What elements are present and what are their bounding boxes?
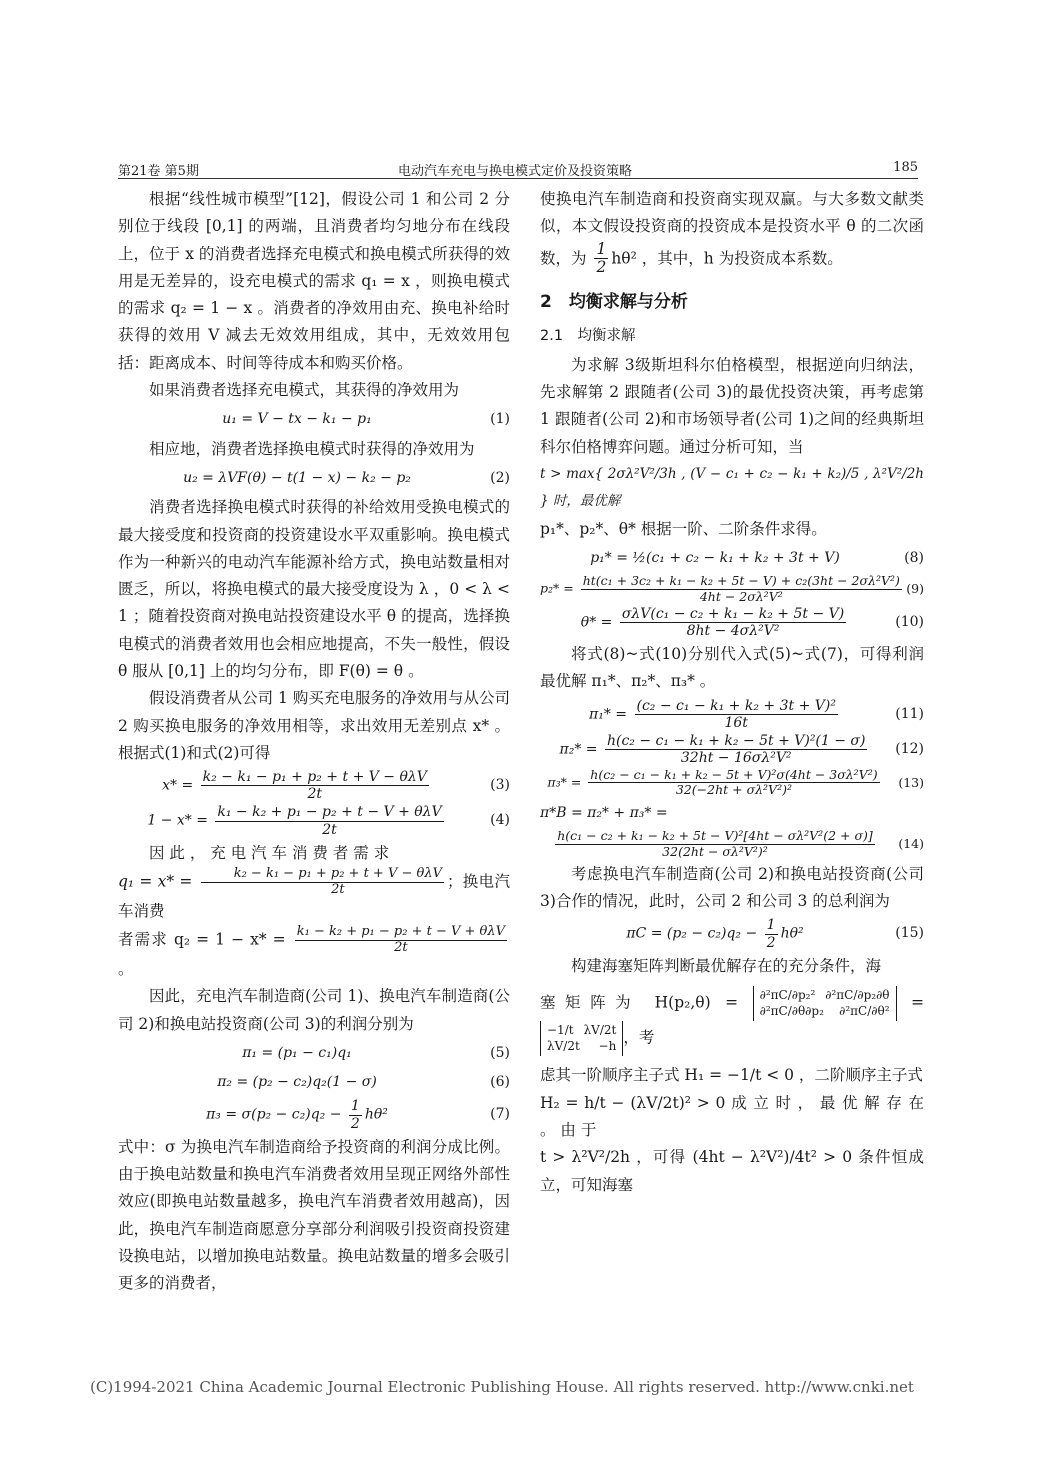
subsection-heading: 2.1 均衡求解 [540,327,636,344]
paragraph: 消费者选择换电模式时获得的补给效用受换电模式的最大接受度和投资商的投资建设水平双重影响。换电模式作为一种新兴的电动汽车能源补给方式，换电站数量相对匮乏，所以，将换电模式的最大接受度设为 λ ，0 < λ < 1 ；随着投资商对换电站投资建设水平 θ 的提高，选择换电模式的消费者效用也会相应地提高，不失一般性，假设 θ 服从 [0,1] 上的均匀分布，即 F(θ) = θ 。 [118,498,510,681]
journal-volume: 第21卷 第5期 [118,164,199,179]
equation-3: x* = $\frac{\text{k₂ − k₁ − p₁ + p₂ + t + V − θλV}}{2t}$ (3) [162,769,510,803]
paragraph: 构建海塞矩阵判断最优解存在的充分条件，海 [571,956,882,975]
equation-7: π₃ = σ(p₂ − c₂)q₂ − $\frac{1}{2}$ hθ² (7) [206,1098,510,1132]
running-title: 电动汽车充电与换电模式定价及投资策略 [398,164,633,179]
equation-5: π₁ = (p₁ − c₁)q₁ (5) [242,1044,510,1061]
equation-11: π₁* = $\frac{\text{(c₂ − c₁ − k₁ + k₂ + 3t + V)²}}{16t}$ (11) [589,697,924,731]
right-column [540,186,924,1199]
equation-1: u₁ = V − tx − k₁ − p₁ (1) [222,411,510,428]
equation-14-head: π*B = π₂* + π₃* = [540,804,668,821]
section-heading: 2 均衡求解与分析 [540,292,688,313]
equation-15: πC = (p₂ − c₂)q₂ − $\frac{1}{2}$ hθ² (15) [626,917,924,951]
paragraph: 假设消费者从公司 1 购买充电服务的净效用与从公司 2 购买换电服务的净效用相等，求出效用无差别点 x* 。根据式(1)和式(2)可得 [118,689,510,762]
paragraph: H₂ = h/t − (λV/2t)² > 0 成 立 时 ， 最 优 解 存 在 。 由 于 [540,1093,924,1139]
paragraph: 将式(8)~式(10)分别代入式(5)~式(7)，可得利润最优解 π₁*、π₂*、π₃* 。 [540,645,924,691]
equation-12: π₂* = $\frac{\text{h(c₂ − c₁ − k₁ + k₂ − 5t + V)²(1 − σ)}}{\text{32ht − 16σλ²V²}}$ (12) [559,732,924,766]
hessian-matrix: ∂²πC/∂p₂² ∂²πC/∂p₂∂θ ∂²πC/∂θ∂p₂ ∂²πC/∂θ² [753,986,897,1021]
paragraph: t > max{ 2σλ²V²/3h , (V − c₁ + c₂ − k₁ + k₂)/5 , λ²V²/2h } 时，最优解 [540,466,924,510]
left-column [118,186,510,1297]
paragraph: 因此，充电汽车制造商(公司 1)、换电汽车制造商(公司 2)和换电站投资商(公司 3)的利润分别为 [118,987,510,1033]
equation-13: π₃* = $\frac{\text{h(c₂ − c₁ − k₁ + k₂ − 5t + V)²σ(4ht − 3σλ²V²)}}{\text{32(−2ht + σλ²V²)²}}$ (13) [547,767,924,798]
hessian-matrix-values: −1/t λV/2t λV/2t −h [540,1021,623,1056]
paragraph: p₁*、p₂*、θ* 根据一阶、二阶条件求得。 [540,519,827,538]
paragraph: 根据“线性城市模型”[12]，假设公司 1 和公司 2 分别位于线段 [0,1] 的两端，且消费者均匀地分布在线段上，位于 x 的消费者选择充电模式和换电模式所获得的效用是无差异的，设充电模式的需求 q₁ = x ，则换电模式的需求 q₂ = 1 − x 。消费者的净效用由充、换电补给时获得的效用 V 减去无效效用组成，其中，无效效用包括：距离成本、时间等待成本和购买价格。 [118,190,510,372]
paragraph: 为求解 3级斯坦科尔伯格模型，根据逆向归纳法，先求解第 2 跟随者(公司 3)的最优投资决策，再考虑第 1 跟随者(公司 2)和市场领导者(公司 1)之间的经典斯坦科尔伯格博弈问题。通过分析可知，当 [540,355,924,456]
page-number: 185 [893,160,918,175]
paragraph: 式中：σ 为换电汽车制造商给予投资商的利润分成比例。由于换电站数量和换电汽车消费者效用呈现正网络外部性效应(即换电站数量越多，换电汽车消费者效用越高)，因此，换电汽车制造商愿意分享部分利润吸引投资商投资建设换电站，以增加换电站数量。换电站数量的增多会吸引更多的消费者， [118,1137,510,1293]
paragraph: 虑其一阶顺序主子式 H₁ = −1/t < 0 ，二阶顺序主子式 [540,1066,923,1085]
paragraph: 相应地，消费者选择换电模式时获得的净效用为 [149,439,475,458]
equation-10: θ* = $\frac{\text{σλV(c₁ − c₂ + k₁ − k₂ + 5t − V)}}{\text{8ht − 4σλ²V²}}$ (10) [580,605,924,640]
page-header [118,160,918,179]
equation-8: p₁* = ½(c₁ + c₂ − k₁ + k₂ + 3t + V) (8) [590,549,924,566]
paragraph: 如果消费者选择充电模式，其获得的净效用为 [149,381,460,400]
paragraph: 因 此 ， 充 电 汽 车 消 费 者 需 求 q₁ = x* = $\frac{\text{k₂ − k₁ − p₁ + p₂ + t + V − θλV}}{2t}$ ；换电汽车消费 [118,843,510,920]
copyright-footer: (C)1994-2021 China Academic Journal Electronic Publishing House. All rights reserved. http://www.cnki.net [90,1378,914,1396]
hessian-paragraph: 塞矩阵为 H(p₂,θ) = ∂²πC/∂p₂² ∂²πC/∂p₂∂θ ∂²πC/∂θ∂p₂ ∂²πC/∂θ² = −1/t λV/2t λV/2t −h ，考 [540,986,924,1056]
equation-14: $\frac{\text{h(c₁ − c₂ + k₁ − k₂ + 5t − V)²[4ht − σλ²V²(2 + σ)]}}{\text{32(2ht − σλ²V²)²}}$ (14) [557,828,924,859]
equation-9: p₂* = $\frac{\text{ht(c₁ + 3c₂ + k₁ − k₂ + 5t − V) + c₂(3ht − 2σλ²V²)}}{\text{4ht − 2σλ²V²}}$ (9) [540,573,924,604]
paragraph: t > λ²V²/2h ，可得 (4ht − λ²V²)/4t² > 0 条件恒成立，可知海塞 [540,1148,924,1194]
equation-4: 1 − x* = $\frac{\text{k₁ − k₂ + p₁ − p₂ + t − V + θλV}}{2t}$ (4) [147,804,510,838]
paragraph: 使换电汽车制造商和投资商实现双赢。与大多数文献类似，本文假设投资商的投资成本是投资水平 θ 的二次函数，为 $\frac{1}{2}$ hθ² ，其中，h 为投资成本系数。 [540,190,924,277]
equation-2: u₂ = λVF(θ) − t(1 − x) − k₂ − p₂ (2) [183,469,510,486]
equation-6: π₂ = (p₂ − c₂)q₂(1 − σ) (6) [217,1074,510,1091]
paragraph: 考虑换电汽车制造商(公司 2)和换电站投资商(公司 3)合作的情况，此时，公司 2 和公司 3 的总利润为 [540,864,924,911]
paragraph: 者需求 q₂ = 1 − x* = $\frac{\text{k₁ − k₂ + p₁ − p₂ + t − V + θλV}}{2t}$ 。 [118,924,505,978]
